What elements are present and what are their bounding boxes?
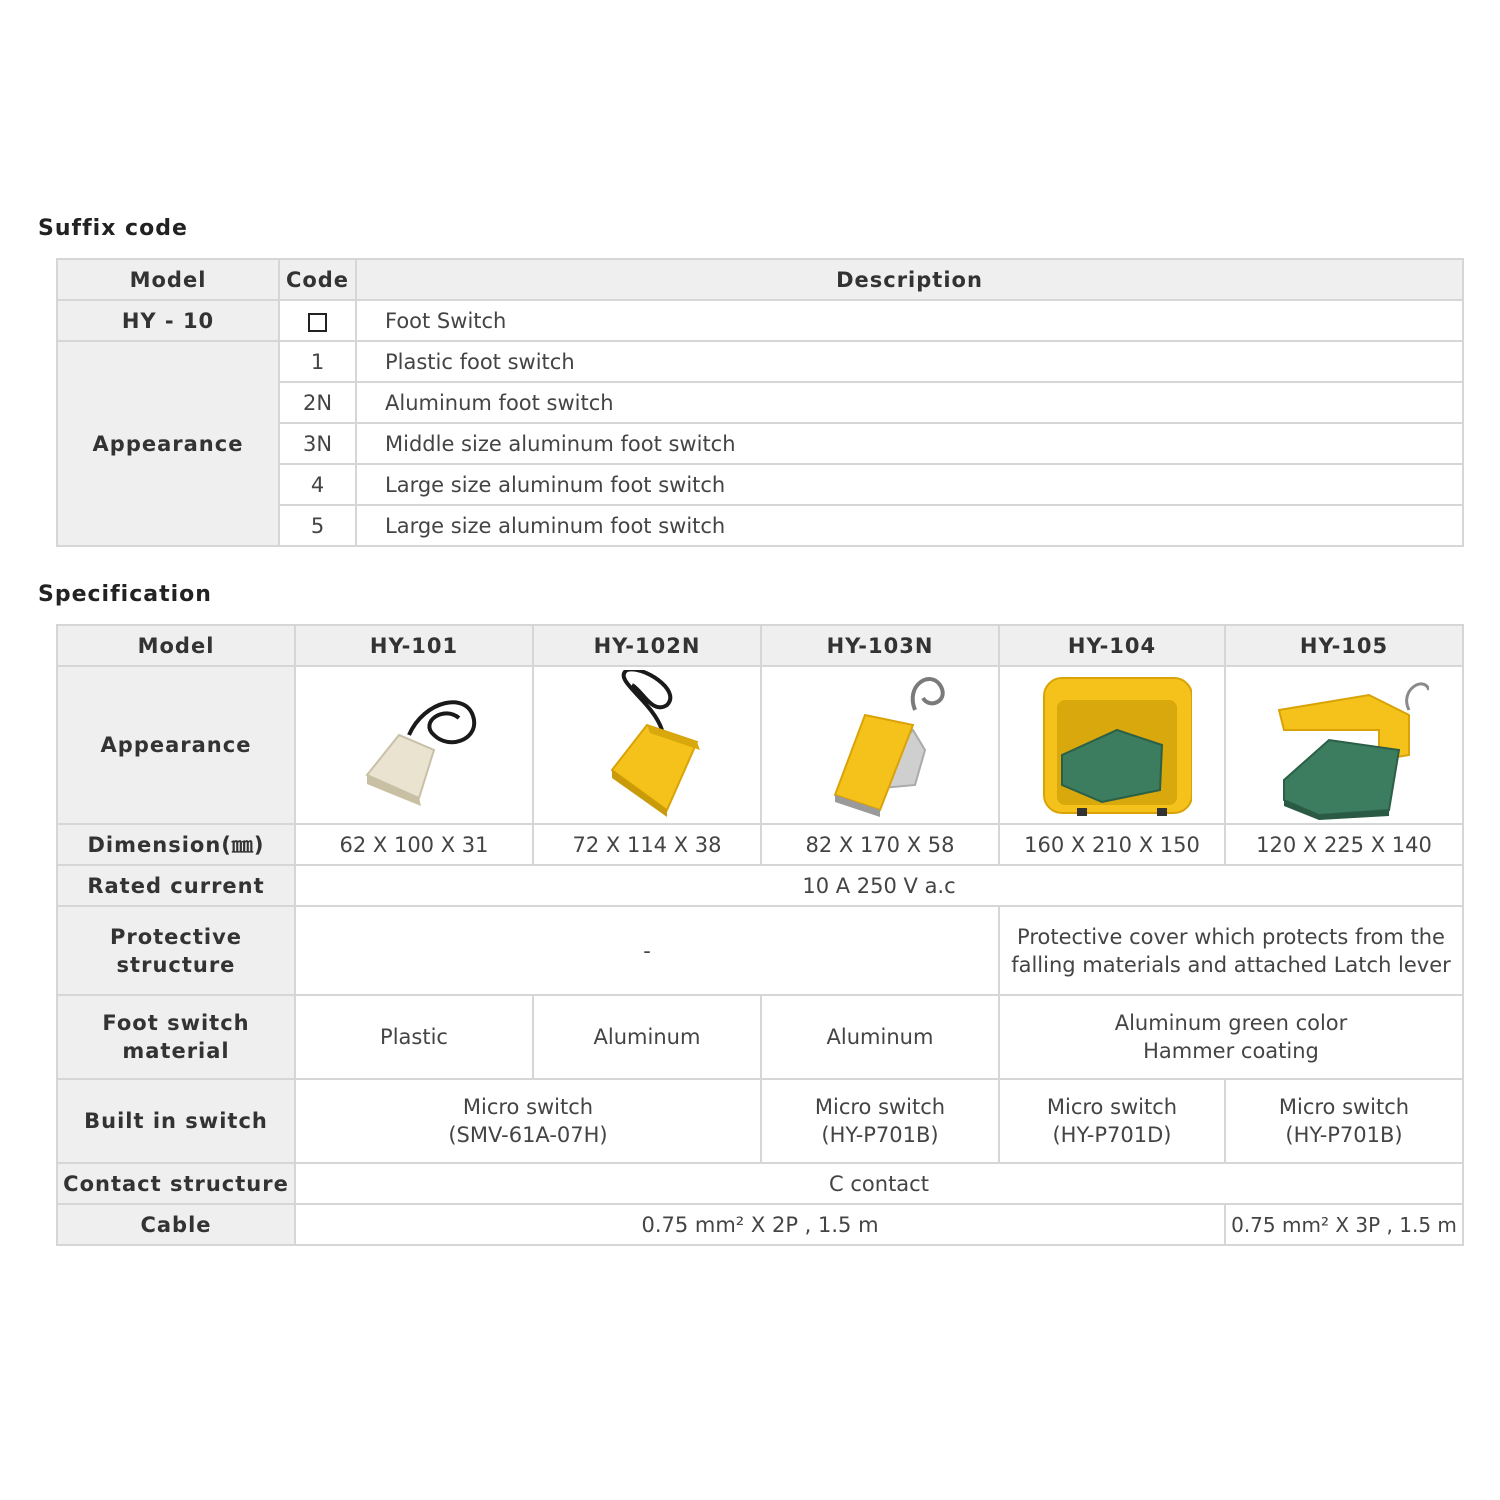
hy-101-image [295, 666, 533, 824]
built-in-switch-row [57, 1079, 1463, 1163]
contact-structure-label: Contact structure [57, 1163, 295, 1204]
col-header-hy-104: HY-104 [999, 625, 1225, 666]
switch-line: Micro switch [462, 1095, 594, 1119]
built-in-switch-value [1225, 1079, 1463, 1163]
suffix-code-title: Suffix code [38, 216, 188, 241]
contact-structure-row [57, 1163, 1463, 1204]
switch-line: Micro switch [814, 1095, 946, 1119]
switch-line: (SMV-61A-07H) [448, 1123, 608, 1147]
code-cell: 5 [279, 505, 356, 546]
material-line: Aluminum green color [1114, 1011, 1348, 1035]
protective-value-cover: Protective cover which protects from the falling materials and attached Latch lever [999, 906, 1463, 995]
hy-103n-pedal-icon [805, 670, 955, 820]
cable-label: Cable [57, 1204, 295, 1245]
table-row [57, 300, 1463, 341]
description-cell: Plastic foot switch [356, 341, 1463, 382]
appearance-row [57, 666, 1463, 824]
switch-line: (HY-P701B) [821, 1123, 939, 1147]
col-header-hy-103n: HY-103N [761, 625, 999, 666]
cable-value-hy-105: 0.75 mm² X 3P , 1.5 m [1225, 1204, 1463, 1245]
appearance-label: Appearance [57, 666, 295, 824]
table-row [57, 341, 1463, 382]
protective-row [57, 906, 1463, 995]
specification-table [56, 624, 1464, 1246]
cable-value-standard: 0.75 mm² X 2P , 1.5 m [295, 1204, 1225, 1245]
built-in-switch-value [999, 1079, 1225, 1163]
description-cell: Middle size aluminum foot switch [356, 423, 1463, 464]
material-label: Foot switch material [57, 995, 295, 1079]
col-header-model: Model [57, 625, 295, 666]
col-header-description: Description [356, 259, 1463, 300]
material-value-green [999, 995, 1463, 1079]
dimension-label: Dimension(㎜) [57, 824, 295, 865]
empty-square-icon [308, 313, 327, 332]
suffix-code-table [56, 258, 1464, 547]
dimension-value: 62 X 100 X 31 [295, 824, 533, 865]
col-header-hy-105: HY-105 [1225, 625, 1463, 666]
code-cell: 1 [279, 341, 356, 382]
hy-105-image [1225, 666, 1463, 824]
material-line: Hammer coating [1143, 1039, 1319, 1063]
switch-line: Micro switch [1278, 1095, 1410, 1119]
appearance-label: Appearance [57, 341, 279, 546]
protective-label: Protective structure [57, 906, 295, 995]
rated-current-row [57, 865, 1463, 906]
built-in-switch-label: Built in switch [57, 1079, 295, 1163]
hy-102n-pedal-icon [572, 670, 722, 820]
switch-line: (HY-P701D) [1052, 1123, 1172, 1147]
code-cell: 4 [279, 464, 356, 505]
switch-line: Micro switch [1046, 1095, 1178, 1119]
dimension-value: 120 X 225 X 140 [1225, 824, 1463, 865]
hy-104-pedal-icon [1032, 670, 1192, 820]
material-value: Aluminum [761, 995, 999, 1079]
hy-105-pedal-icon [1259, 670, 1429, 820]
rated-current-value: 10 A 250 V a.c [295, 865, 1463, 906]
specification-title: Specification [38, 582, 212, 607]
description-cell: Foot Switch [356, 300, 1463, 341]
rated-current-label: Rated current [57, 865, 295, 906]
dimension-value: 82 X 170 X 58 [761, 824, 999, 865]
table-header-row [57, 259, 1463, 300]
material-value: Plastic [295, 995, 533, 1079]
code-cell: 2N [279, 382, 356, 423]
switch-line: (HY-P701B) [1285, 1123, 1403, 1147]
col-header-hy-102n: HY-102N [533, 625, 761, 666]
code-cell: 3N [279, 423, 356, 464]
description-cell: Aluminum foot switch [356, 382, 1463, 423]
hy-101-pedal-icon [339, 680, 489, 810]
dimension-row [57, 824, 1463, 865]
material-row [57, 995, 1463, 1079]
cable-row [57, 1204, 1463, 1245]
dimension-value: 160 X 210 X 150 [999, 824, 1225, 865]
contact-structure-value: C contact [295, 1163, 1463, 1204]
built-in-switch-value [295, 1079, 761, 1163]
table-header-row [57, 625, 1463, 666]
col-header-code: Code [279, 259, 356, 300]
description-cell: Large size aluminum foot switch [356, 505, 1463, 546]
built-in-switch-value [761, 1079, 999, 1163]
hy-104-image [999, 666, 1225, 824]
code-cell [279, 300, 356, 341]
description-cell: Large size aluminum foot switch [356, 464, 1463, 505]
dimension-value: 72 X 114 X 38 [533, 824, 761, 865]
hy-102n-image [533, 666, 761, 824]
col-header-hy-101: HY-101 [295, 625, 533, 666]
protective-value-none: - [295, 906, 999, 995]
col-header-model: Model [57, 259, 279, 300]
hy-103n-image [761, 666, 999, 824]
material-value: Aluminum [533, 995, 761, 1079]
model-cell: HY - 10 [57, 300, 279, 341]
